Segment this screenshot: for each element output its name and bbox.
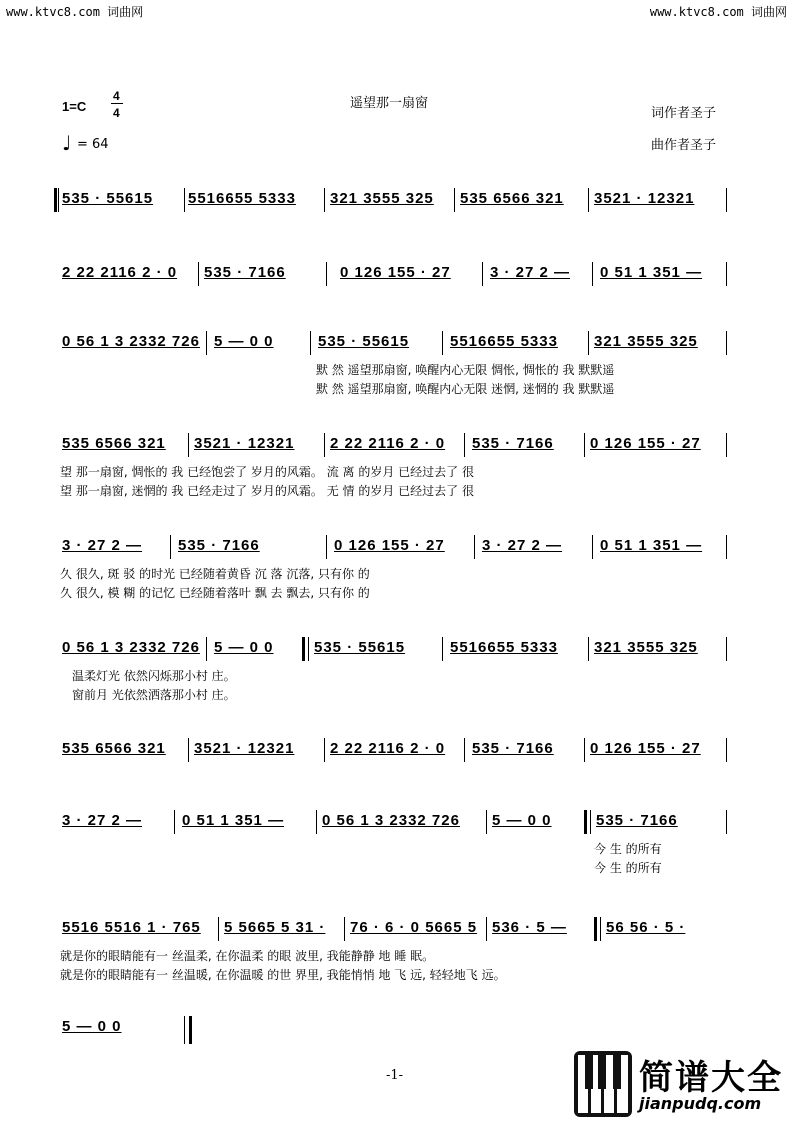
measure: 2 22 2116 2 · 0 [62, 264, 178, 281]
barline [324, 188, 325, 212]
measure: 5 — 0 0 [492, 812, 552, 829]
barline [726, 433, 727, 457]
measure: 0 126 155 · 27 [590, 740, 701, 757]
barline [486, 917, 487, 941]
measure: 76 · 6 · 0 5665 5 [350, 919, 478, 936]
barline [464, 433, 465, 457]
measure: 536 · 5 — [492, 919, 567, 936]
quarter-note-icon: ♩ [62, 131, 72, 155]
time-signature-bottom: 4 [113, 106, 120, 120]
measure: 0 56 1 3 2332 726 [62, 639, 200, 656]
measure: 0 51 1 351 — [600, 264, 703, 281]
measure: 0 126 155 · 27 [340, 264, 451, 281]
barline [206, 331, 207, 355]
measure: 3 · 27 2 — [62, 537, 143, 554]
measure: 0 56 1 3 2332 726 [62, 333, 200, 350]
site-logo [573, 1050, 786, 1118]
barline [464, 738, 465, 762]
measure: 56 56 · 5 · [606, 919, 686, 936]
time-signature-bar [111, 103, 123, 104]
measure: 5516 5516 1 · 765 [62, 919, 201, 936]
barline [326, 535, 327, 559]
lyrics-verse-2: 默 然 遥望那扇窗, 唤醒内心无限 迷惘, 迷惘的 我 默默遥 [316, 382, 615, 396]
measure: 535 · 7166 [472, 740, 554, 757]
barline [726, 188, 727, 212]
score-system [58, 637, 730, 705]
barline [206, 637, 207, 661]
score-system [58, 810, 730, 878]
barline [726, 535, 727, 559]
barline [592, 535, 593, 559]
score-system [58, 188, 730, 218]
measure: 535 · 7166 [596, 812, 678, 829]
measure: 535 6566 321 [62, 435, 166, 452]
measure: 535 · 55615 [318, 333, 410, 350]
header-site-right: www.ktvc8.com 词曲网 [649, 5, 787, 19]
logo-url: jianpudq.com [639, 1094, 762, 1113]
barline [454, 188, 455, 212]
measure: 535 · 55615 [314, 639, 406, 656]
barline [588, 188, 589, 212]
measure: 535 6566 321 [460, 190, 564, 207]
barline [486, 810, 487, 834]
barline [326, 262, 327, 286]
lyrics-verse-2: 就是你的眼睛能有一 丝温暖, 在你温暖 的世 界里, 我能悄悄 地 飞 远, 轻轻地飞 远。 [60, 968, 506, 982]
barline [442, 637, 443, 661]
time-signature-top: 4 [113, 89, 120, 103]
score-system [58, 738, 730, 768]
page-number: -1- [386, 1068, 404, 1083]
barline [324, 738, 325, 762]
score-system [58, 917, 730, 985]
measure: 5 5665 5 31 · [224, 919, 326, 936]
barline [174, 810, 175, 834]
measure: 3 · 27 2 — [62, 812, 143, 829]
measure: 535 · 55615 [62, 190, 154, 207]
measure: 3 · 27 2 — [490, 264, 571, 281]
measure: 3521 · 12321 [194, 740, 295, 757]
lyrics-verse-1: 久 很久, 斑 驳 的时光 已经随着黄昏 沉 落 沉落, 只有你 的 [60, 567, 370, 581]
measure: 535 · 7166 [472, 435, 554, 452]
lyrics-verse-2: 久 很久, 模 糊 的记忆 已经随着落叶 飘 去 飘去, 只有你 的 [60, 586, 370, 600]
piano-keys-icon [573, 1050, 633, 1118]
lyrics-verse-1: 默 然 遥望那扇窗, 唤醒内心无限 惆怅, 惆怅的 我 默默遥 [316, 363, 615, 377]
lyrics-verse-1: 就是你的眼睛能有一 丝温柔, 在你温柔 的眼 波里, 我能静静 地 睡 眠。 [60, 949, 435, 963]
barline [726, 738, 727, 762]
lyrics-verse-1: 温柔灯光 依然闪烁那小村 庄。 [72, 669, 236, 683]
barline [218, 917, 219, 941]
measure: 321 3555 325 [330, 190, 434, 207]
score-system [58, 1016, 730, 1046]
barline [324, 433, 325, 457]
measure: 5 — 0 0 [214, 639, 274, 656]
barline [726, 262, 727, 286]
measure: 5 — 0 0 [62, 1018, 122, 1035]
final-barline [184, 1016, 185, 1044]
measure: 321 3555 325 [594, 333, 698, 350]
measure: 2 22 2116 2 · 0 [330, 435, 446, 452]
measure: 0 51 1 351 — [600, 537, 703, 554]
barline [588, 331, 589, 355]
repeat-barline [584, 810, 587, 834]
measure: 0 126 155 · 27 [590, 435, 701, 452]
barline [726, 810, 727, 834]
barline [584, 433, 585, 457]
measure: 3 · 27 2 — [482, 537, 563, 554]
measure: 321 3555 325 [594, 639, 698, 656]
measure: 535 · 7166 [178, 537, 260, 554]
measure: 3521 · 12321 [194, 435, 295, 452]
measure: 3521 · 12321 [594, 190, 695, 207]
barline [344, 917, 345, 941]
measure: 5516655 5333 [450, 639, 558, 656]
score-system [58, 262, 730, 292]
header-site-left: www.ktvc8.com 词曲网 [6, 5, 144, 19]
measure: 0 126 155 · 27 [334, 537, 445, 554]
measure: 535 · 7166 [204, 264, 286, 281]
measure: 535 6566 321 [62, 740, 166, 757]
measure: 0 51 1 351 — [182, 812, 285, 829]
barline [188, 433, 189, 457]
barline [726, 637, 727, 661]
lyrics-verse-2: 窗前月 光依然洒落那小村 庄。 [72, 688, 236, 702]
repeat-start-barline [54, 188, 57, 212]
lyrics-verse-2: 今 生 的所有 [594, 861, 662, 875]
score-system [58, 433, 730, 501]
barline [584, 738, 585, 762]
barline [482, 262, 483, 286]
barline [442, 331, 443, 355]
barline [170, 535, 171, 559]
barline [592, 262, 593, 286]
score-system [58, 535, 730, 603]
lyrics-verse-1: 今 生 的所有 [594, 842, 662, 856]
repeat-barline [594, 917, 597, 941]
tempo-marking: = 64 [77, 137, 109, 152]
logo-text: 简谱大全 [639, 1058, 783, 1098]
measure: 5516655 5333 [450, 333, 558, 350]
score-system [58, 331, 730, 399]
measure: 5 — 0 0 [214, 333, 274, 350]
lyrics-verse-1: 望 那一扇窗, 惆怅的 我 已经饱尝了 岁月的风霜。 流 离 的岁月 已经过去了 很 [60, 465, 474, 479]
barline [198, 262, 199, 286]
barline [726, 331, 727, 355]
barline [310, 331, 311, 355]
barline [474, 535, 475, 559]
measure: 5516655 5333 [188, 190, 296, 207]
barline [588, 637, 589, 661]
key-signature: 1=C [62, 99, 87, 114]
barline [188, 738, 189, 762]
composer-credit: 曲作者圣子 [651, 138, 717, 153]
measure: 0 56 1 3 2332 726 [322, 812, 460, 829]
measure: 2 22 2116 2 · 0 [330, 740, 446, 757]
song-title: 遥望那一扇窗 [350, 96, 429, 111]
repeat-barline [302, 637, 305, 661]
barline [316, 810, 317, 834]
lyrics-verse-2: 望 那一扇窗, 迷惘的 我 已经走过了 岁月的风霜。 无 情 的岁月 已经过去了 很 [60, 484, 474, 498]
barline [184, 188, 185, 212]
lyricist-credit: 词作者圣子 [651, 106, 717, 121]
